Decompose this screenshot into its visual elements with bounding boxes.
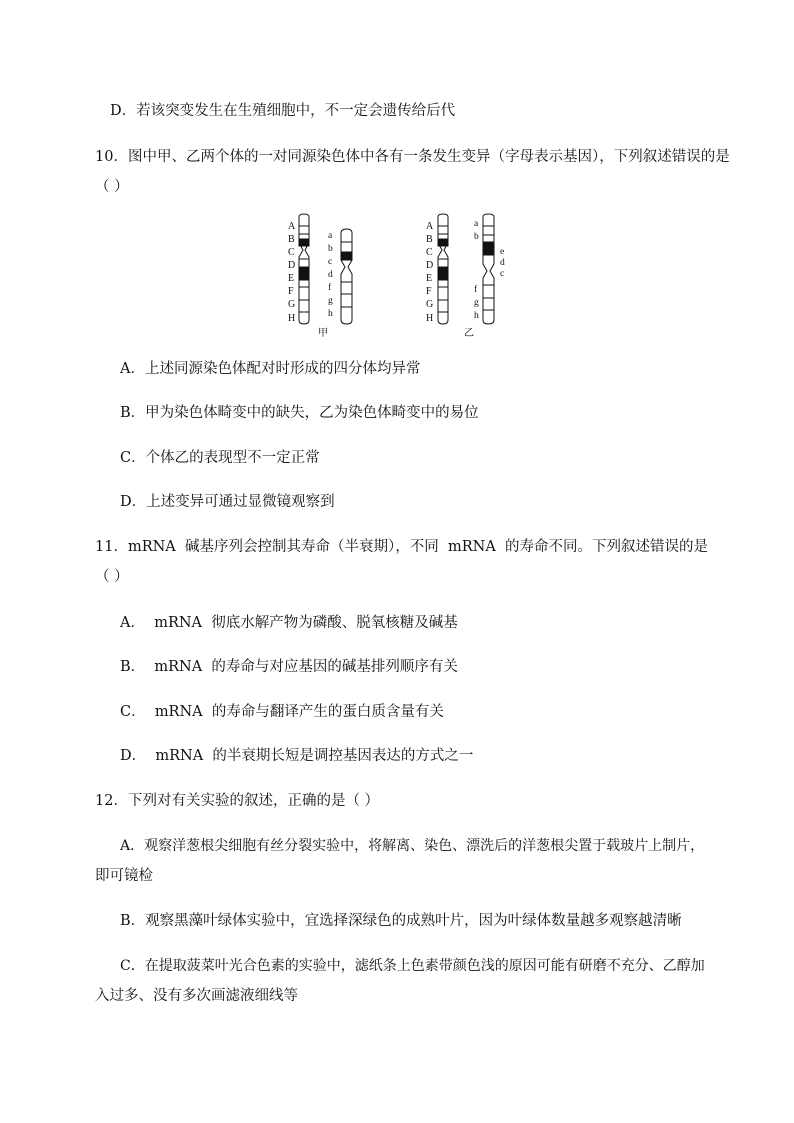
q9-option-d: D．若该突变发生在生殖细胞中，不一定会遗传给后代 xyxy=(110,103,456,119)
yi-left-label: G xyxy=(426,299,434,310)
yi-left-label: F xyxy=(426,286,432,297)
q10-option-d: D．上述变异可通过显微镜观察到 xyxy=(120,494,335,510)
q12-stem: 12．下列对有关实验的叙述，正确的是（ ） xyxy=(95,793,380,809)
q11-option-c: C． mRNA 的寿命与翻译产生的蛋白质含量有关 xyxy=(120,704,444,720)
jia-deleted-chromosome xyxy=(341,229,352,324)
jia-right-label: c xyxy=(328,257,333,267)
jia-left-label: H xyxy=(288,313,296,324)
yi-right-top-label: a xyxy=(474,219,479,229)
yi-left-label: A xyxy=(426,221,434,232)
jia-left-label: G xyxy=(288,299,296,310)
q10-option-a: A．上述同源染色体配对时形成的四分体均异常 xyxy=(120,361,421,377)
jia-left-label: B xyxy=(288,234,295,245)
yi-right-bottom-label: h xyxy=(474,311,479,321)
jia-caption: 甲 xyxy=(318,328,328,339)
jia-left-label: A xyxy=(288,221,296,232)
q11-stem: 11．mRNA 碱基序列会控制其寿命（半衰期），不同 mRNA 的寿命不同。下列叙述错误的是 xyxy=(95,539,709,555)
jia-right-label: b xyxy=(328,244,333,254)
jia-right-label: g xyxy=(328,296,333,306)
yi-left-label: B xyxy=(426,234,433,245)
yi-normal-chromosome xyxy=(438,214,448,324)
q10-stem: 10．图中甲、乙两个体的一对同源染色体中各有一条发生变异（字母表示基因），下列叙述错误的是 xyxy=(95,149,730,165)
jia-right-label: d xyxy=(328,270,333,280)
yi-caption: 乙 xyxy=(464,328,474,339)
q10-answer-paren: （ ） xyxy=(95,179,129,195)
q11-option-b: B． mRNA 的寿命与对应基因的碱基排列顺序有关 xyxy=(120,659,458,675)
yi-left-label: H xyxy=(426,313,434,324)
jia-normal-chromosome xyxy=(299,214,309,324)
q12-option-c-line1: C．在提取菠菜叶光合色素的实验中，滤纸条上色素带颜色浅的原因可能有研磨不充分、乙醇加 xyxy=(120,958,705,974)
q11-option-a: A． mRNA 彻底水解产物为磷酸、脱氧核糖及碱基 xyxy=(120,615,458,631)
jia-right-label: h xyxy=(328,309,333,319)
q12-option-c-line2: 入过多、没有多次画滤液细线等 xyxy=(95,988,298,1004)
jia-left-label: C xyxy=(288,247,295,258)
yi-right-mid-label: d xyxy=(500,258,505,268)
q10-option-b: B．甲为染色体畸变中的缺失，乙为染色体畸变中的易位 xyxy=(120,405,479,421)
q11-answer-paren: （ ） xyxy=(95,569,129,585)
jia-left-label: E xyxy=(288,273,295,284)
yi-left-label: C xyxy=(426,247,433,258)
yi-left-label: E xyxy=(426,273,433,284)
yi-left-label: D xyxy=(426,260,434,271)
chromosome-figure xyxy=(278,212,518,340)
jia-right-label: f xyxy=(328,283,332,293)
yi-right-mid-label: c xyxy=(500,269,505,279)
yi-right-top-label: b xyxy=(474,232,479,242)
q12-option-a-line1: A．观察洋葱根尖细胞有丝分裂实验中，将解离、染色、漂洗后的洋葱根尖置于载玻片上制片， xyxy=(120,838,705,854)
yi-right-bottom-label: g xyxy=(474,298,479,308)
q12-option-b: B．观察黑藻叶绿体实验中，宜选择深绿色的成熟叶片，因为叶绿体数量越多观察越清晰 xyxy=(120,913,682,929)
jia-right-label: a xyxy=(328,231,333,241)
yi-right-mid-label: e xyxy=(500,247,505,257)
jia-left-label: F xyxy=(288,286,294,297)
q11-option-d: D． mRNA 的半衰期长短是调控基因表达的方式之一 xyxy=(120,748,474,764)
yi-right-bottom-label: f xyxy=(474,285,478,295)
jia-left-label: D xyxy=(288,260,296,271)
q10-option-c: C．个体乙的表现型不一定正常 xyxy=(120,450,320,466)
q12-option-a-line2: 即可镜检 xyxy=(95,868,153,884)
yi-inverted-chromosome xyxy=(483,214,494,324)
